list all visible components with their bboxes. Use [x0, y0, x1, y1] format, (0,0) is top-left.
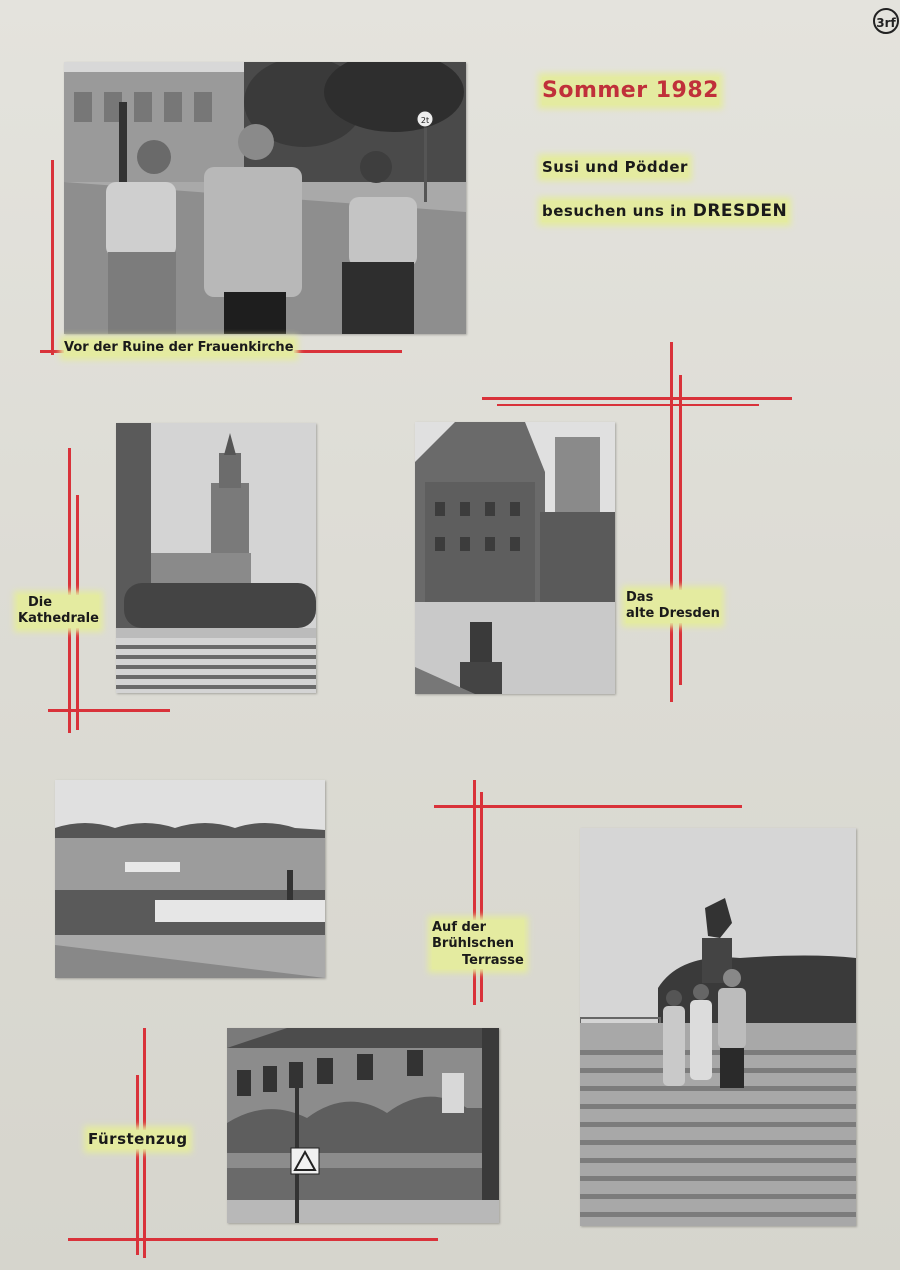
photo-kathedrale — [116, 423, 316, 693]
caption-alte-dresden — [626, 590, 720, 623]
subtitle-city: DRESDEN — [692, 201, 788, 221]
caption-bruehlsche-terrasse — [432, 920, 524, 969]
red-line — [497, 404, 759, 406]
red-line — [473, 780, 476, 1005]
caption-kathedrale — [18, 595, 99, 628]
photo-frauenkirche — [64, 62, 466, 334]
photo-bruehlsche-terrasse — [580, 828, 856, 1226]
caption-frauenkirche: Vor der Ruine der Frauenkirche — [64, 340, 294, 355]
red-line — [136, 1075, 139, 1255]
red-line — [48, 709, 170, 712]
red-line — [679, 375, 682, 685]
caption-fuerstenzug: Fürstenzug — [88, 1130, 188, 1148]
red-line — [68, 1238, 438, 1241]
caption-alte-dresden-line-2: alte Dresden — [626, 606, 720, 622]
caption-kathedrale-line-2: Kathedrale — [18, 611, 99, 627]
photo-fuerstenzug — [227, 1028, 499, 1223]
caption-terrasse-line-2: Brühlschen — [432, 936, 515, 952]
caption-kathedrale-line-1: Die — [28, 595, 53, 610]
page-number: 3rf — [873, 8, 899, 34]
red-line — [51, 160, 54, 355]
red-line — [670, 342, 673, 702]
caption-terrasse-line-1: Auf der — [432, 920, 487, 935]
red-line — [480, 792, 483, 1002]
street-sign-text: 2t — [420, 116, 430, 125]
page-title: Sommer 1982 — [542, 78, 719, 103]
red-line — [482, 397, 792, 400]
photo-elbe — [55, 780, 325, 978]
subtitle-prefix: besuchen uns in — [542, 202, 687, 220]
red-line — [68, 448, 71, 733]
photo-alte-dresden — [415, 422, 615, 694]
caption-alte-dresden-line-1: Das — [626, 590, 654, 605]
subtitle-line-2 — [542, 201, 787, 222]
caption-terrasse-line-3: Terrasse — [462, 952, 524, 968]
subtitle-line-1: Susi und Pödder — [542, 158, 688, 176]
